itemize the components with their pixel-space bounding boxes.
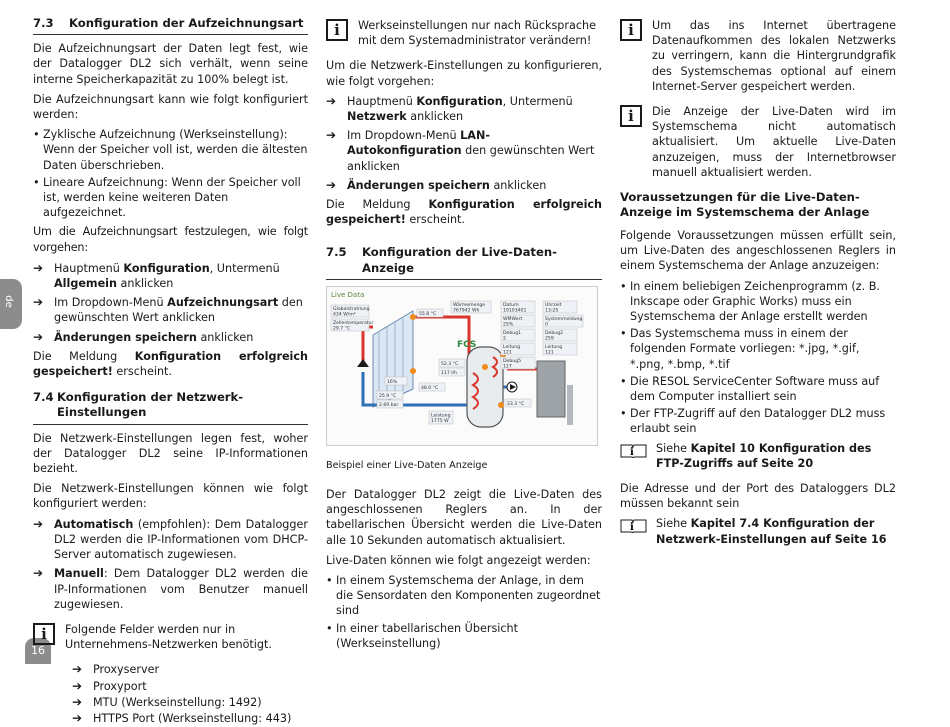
paragraph: Die Aufzeichnungsart kann wie folgt konfiguriert werden: [33, 92, 308, 122]
subheading: Voraussetzungen für die Live-Daten-Anzeige im Systemschema der Anlage [620, 190, 870, 220]
cross-reference[interactable]: i Siehe Kapitel 7.4 Konfiguration der Netzwerk-Einstellungen auf Seite 16 [620, 516, 896, 546]
book-icon [620, 443, 647, 458]
value-reading: 29.7 °C [333, 326, 351, 332]
instruction-step: ➔ Hauptmenü Konfiguration, Untermenü Netzwerk anklicken [326, 93, 573, 124]
arrow-icon: ➔ [72, 678, 83, 693]
live-data-diagram [326, 286, 598, 446]
value-reading: 2 [503, 336, 506, 342]
arrow-icon: ➔ [72, 662, 83, 677]
boiler-chimney [567, 385, 573, 425]
column-1 [33, 14, 308, 727]
pump-speed-reading: 16% [387, 379, 398, 385]
arrow-icon: ➔ [326, 177, 337, 192]
info-note: i Folgende Felder werden nur in Unternehmens-Netzwerken benötigt. [33, 622, 308, 652]
value-reading: 19103401 [503, 308, 527, 314]
list-item: • Zyklische Aufzeichnung (Werkseinstellung): Wenn der Speicher voll ist, werden die ältesten Daten überschrieben. [33, 127, 308, 173]
sensor-dot [498, 402, 504, 408]
field-list [33, 662, 308, 726]
temperature-reading: 48.0 °C [421, 385, 439, 391]
temperature-reading: 25.9 °C [379, 393, 397, 399]
paragraph: Der Datalogger DL2 zeigt die Live-Daten des angeschlossenen Reglers an. In der tabellarischen Übersicht werden die Live-Daten alle 10 Sekunden automatisch aktualisiert. [326, 488, 602, 547]
svg-text:i: i [630, 522, 634, 534]
section-heading-7-5 [326, 243, 602, 279]
fcs-label: FCS [457, 339, 477, 350]
info-icon: i [620, 105, 642, 127]
info-icon: i [326, 19, 348, 41]
value-reading: 121 [545, 350, 554, 356]
value-label: Leitung [503, 344, 521, 350]
instruction-step: ➔ Automatisch (empfohlen): Dem Datalogger DL2 werden die IP-Informationen vom DHCP-Server automatisch zugewiesen. [33, 516, 308, 562]
paragraph: Die Aufzeichnungsart der Daten legt fest, wie der Datalogger DL2 sich verhält, wenn seine interne Speicherkapazität zu 100% belegt ist. [33, 42, 308, 86]
value-label: Debug2 [545, 330, 564, 336]
value-label: Wärmemenge [453, 302, 486, 308]
paragraph: Folgende Voraussetzungen müssen erfüllt sein, um Live-Daten des angeschlossenen Reglers in einem Systemschema der Anlage anzuzeigen: [620, 229, 896, 273]
value-label: Systemmeldung [545, 316, 583, 322]
section-number: 7.4 [33, 390, 54, 405]
flow-reading: 117 l/h [441, 370, 457, 376]
column-3 [620, 14, 896, 557]
section-heading-7-4 [33, 388, 308, 424]
arrow-icon: ➔ [326, 128, 337, 143]
pressure-reading: 2.69 bar [379, 402, 399, 408]
value-label: Uhrzeit [545, 302, 562, 308]
page-number: 16 [25, 638, 51, 664]
instruction-step: ➔ Manuell: Dem Datalogger DL2 werden die IP-Informationen vom Benutzer manuell zugewiesen. [33, 566, 308, 611]
info-note: i Werkseinstellungen nur nach Rücksprache mit dem Systemadministrator verändern! [326, 18, 602, 48]
bullet-list [326, 573, 602, 651]
instruction-step: ➔ Im Dropdown-Menü Aufzeichnungsart den gewünschten Wert anklicken [33, 295, 303, 325]
sensor-dot [410, 314, 416, 320]
list-item: • Der FTP-Zugriff auf den Datalogger DL2 muss erlaubt sein [620, 406, 896, 436]
paragraph: Live-Daten können wie folgt angezeigt werden: [326, 553, 591, 567]
arrow-icon: ➔ [33, 260, 44, 275]
arrow-icon: ➔ [326, 93, 337, 108]
book-icon [620, 518, 647, 533]
paragraph: Die Netzwerk-Einstellungen können wie folgt konfiguriert werden: [33, 482, 308, 511]
list-item: • Die RESOL ServiceCenter Software muss auf dem Computer installiert sein [620, 374, 896, 404]
bullet-list [620, 279, 896, 437]
value-reading: 25% [503, 322, 514, 328]
list-item: ➔ MTU (Werkseinstellung: 1492) [72, 694, 262, 709]
list-item: ➔ HTTPS Port (Werkseinstellung: 443) [72, 710, 292, 725]
paragraph: Um die Netzwerk-Einstellungen zu konfigurieren, wie folgt vorgehen: [326, 59, 602, 88]
info-icon: i [33, 623, 55, 645]
bullet-list [33, 127, 308, 220]
info-note: i Die Anzeige der Live-Daten wird im Systemschema nicht automatisch aktualisiert. Um aktuelle Live-Daten anzuzeigen, muss der Internetbrowser manuell aktualisiert werden. [620, 104, 896, 180]
info-note: i Um das ins Internet übertragene Datenaufkommen des lokalen Netzwerks zu verringern, kann die Hintergrundgrafik des Systemschemas optional auf einem Internet-Server gespeichert werden. [620, 18, 896, 94]
list-item: ➔ Proxyport [72, 678, 147, 693]
power-reading: 1775 W [431, 418, 449, 424]
info-icon: i [620, 19, 642, 41]
arrow-icon: ➔ [33, 329, 44, 344]
sensor-dot [410, 368, 416, 374]
section-heading-7-3 [33, 14, 308, 35]
cross-reference[interactable]: i Siehe Kapitel 10 Konfiguration des FTP-Zugriffs auf Seite 20 [620, 441, 896, 471]
temperature-reading: 23.3 °C [507, 401, 525, 407]
paragraph: Die Meldung Konfiguration erfolgreich gespeichert! erscheint. [326, 198, 602, 227]
value-reading: 767942 Wh [453, 308, 480, 314]
instruction-step: ➔ Hauptmenü Konfiguration, Untermenü Allgemein anklicken [33, 260, 280, 291]
figure-caption: Beispiel einer Live-Daten Anzeige [326, 459, 488, 471]
value-label: Debug5 [503, 358, 522, 364]
value-reading: 121 [503, 350, 512, 356]
arrow-icon: ➔ [33, 295, 44, 310]
instruction-step: ➔ Im Dropdown-Menü LAN-Autokonfiguration den gewünschten Wert anklicken [326, 128, 595, 173]
language-label: de [2, 295, 14, 308]
paragraph: Die Meldung Konfiguration erfolgreich gespeichert! erscheint. [33, 349, 308, 379]
value-label: WMWert [503, 316, 523, 322]
value-label: Zellentemperatur [333, 320, 374, 326]
list-item: • Das Systemschema muss in einem der folgenden Formate vorliegen: *.jpg, *.gif, *.png, *.bmp, *.tif [620, 326, 896, 372]
language-tab [0, 279, 22, 329]
value-label: Datum [503, 302, 519, 308]
temperature-reading: 55.8 °C [419, 311, 437, 317]
value-label: Globalstrahlung [333, 306, 370, 312]
arrow-icon: ➔ [72, 694, 83, 709]
list-item: • In einem Systemschema der Anlage, in dem die Sensordaten den Komponenten zugeordnet sind [326, 573, 602, 619]
value-reading: 127 [503, 364, 512, 370]
storage-tank [467, 347, 503, 427]
section-number: 7.5 [326, 245, 347, 260]
section-title: Konfiguration der Netzwerk-Einstellungen [57, 390, 244, 420]
section-number: 7.3 [33, 16, 54, 30]
value-reading: 434 W/m² [333, 312, 356, 318]
value-reading: 259 [545, 336, 554, 342]
list-item: ➔ Proxyserver [72, 662, 160, 677]
boiler [537, 361, 565, 417]
live-data-title: Live Data [331, 290, 365, 299]
value-reading: 0 [545, 322, 548, 328]
temperature-reading: 52.3 °C [441, 361, 459, 367]
list-item: • In einer tabellarischen Übersicht (Werkseinstellung) [326, 621, 602, 651]
svg-text:i: i [630, 446, 634, 458]
paragraph: Um die Aufzeichnungsart festzulegen, wie folgt vorgehen: [33, 225, 308, 254]
value-label: Debug1 [503, 330, 522, 336]
list-item: • In einem beliebigen Zeichenprogramm (z. B. Inkscape oder Graphic Works) muss ein Systemschema der Anlage erstellt werden [620, 279, 896, 325]
paragraph: Die Netzwerk-Einstellungen legen fest, woher der Datalogger DL2 seine IP-Informationen bezieht. [33, 431, 308, 476]
instruction-step: ➔ Änderungen speichern anklicken [326, 177, 547, 192]
list-item: • Lineare Aufzeichnung: Wenn der Speicher voll ist, werden keine weiteren Daten aufgezeichnet. [33, 175, 308, 221]
sensor-dot [482, 364, 488, 370]
value-reading: 13:25 [545, 308, 559, 314]
arrow-icon: ➔ [33, 516, 44, 531]
value-label: Leistung [431, 413, 451, 419]
value-label: Leitung [545, 344, 563, 350]
arrow-icon: ➔ [33, 566, 44, 581]
column-2 [326, 14, 602, 655]
section-title: Konfiguration der Live-Daten-Anzeige [362, 245, 557, 275]
instruction-step: ➔ Änderungen speichern anklicken [33, 329, 254, 344]
paragraph: Die Adresse und der Port des Dataloggers DL2 müssen bekannt sein [620, 482, 896, 511]
arrow-icon: ➔ [72, 710, 83, 725]
section-title: Konfiguration der Aufzeichnungsart [69, 16, 304, 30]
